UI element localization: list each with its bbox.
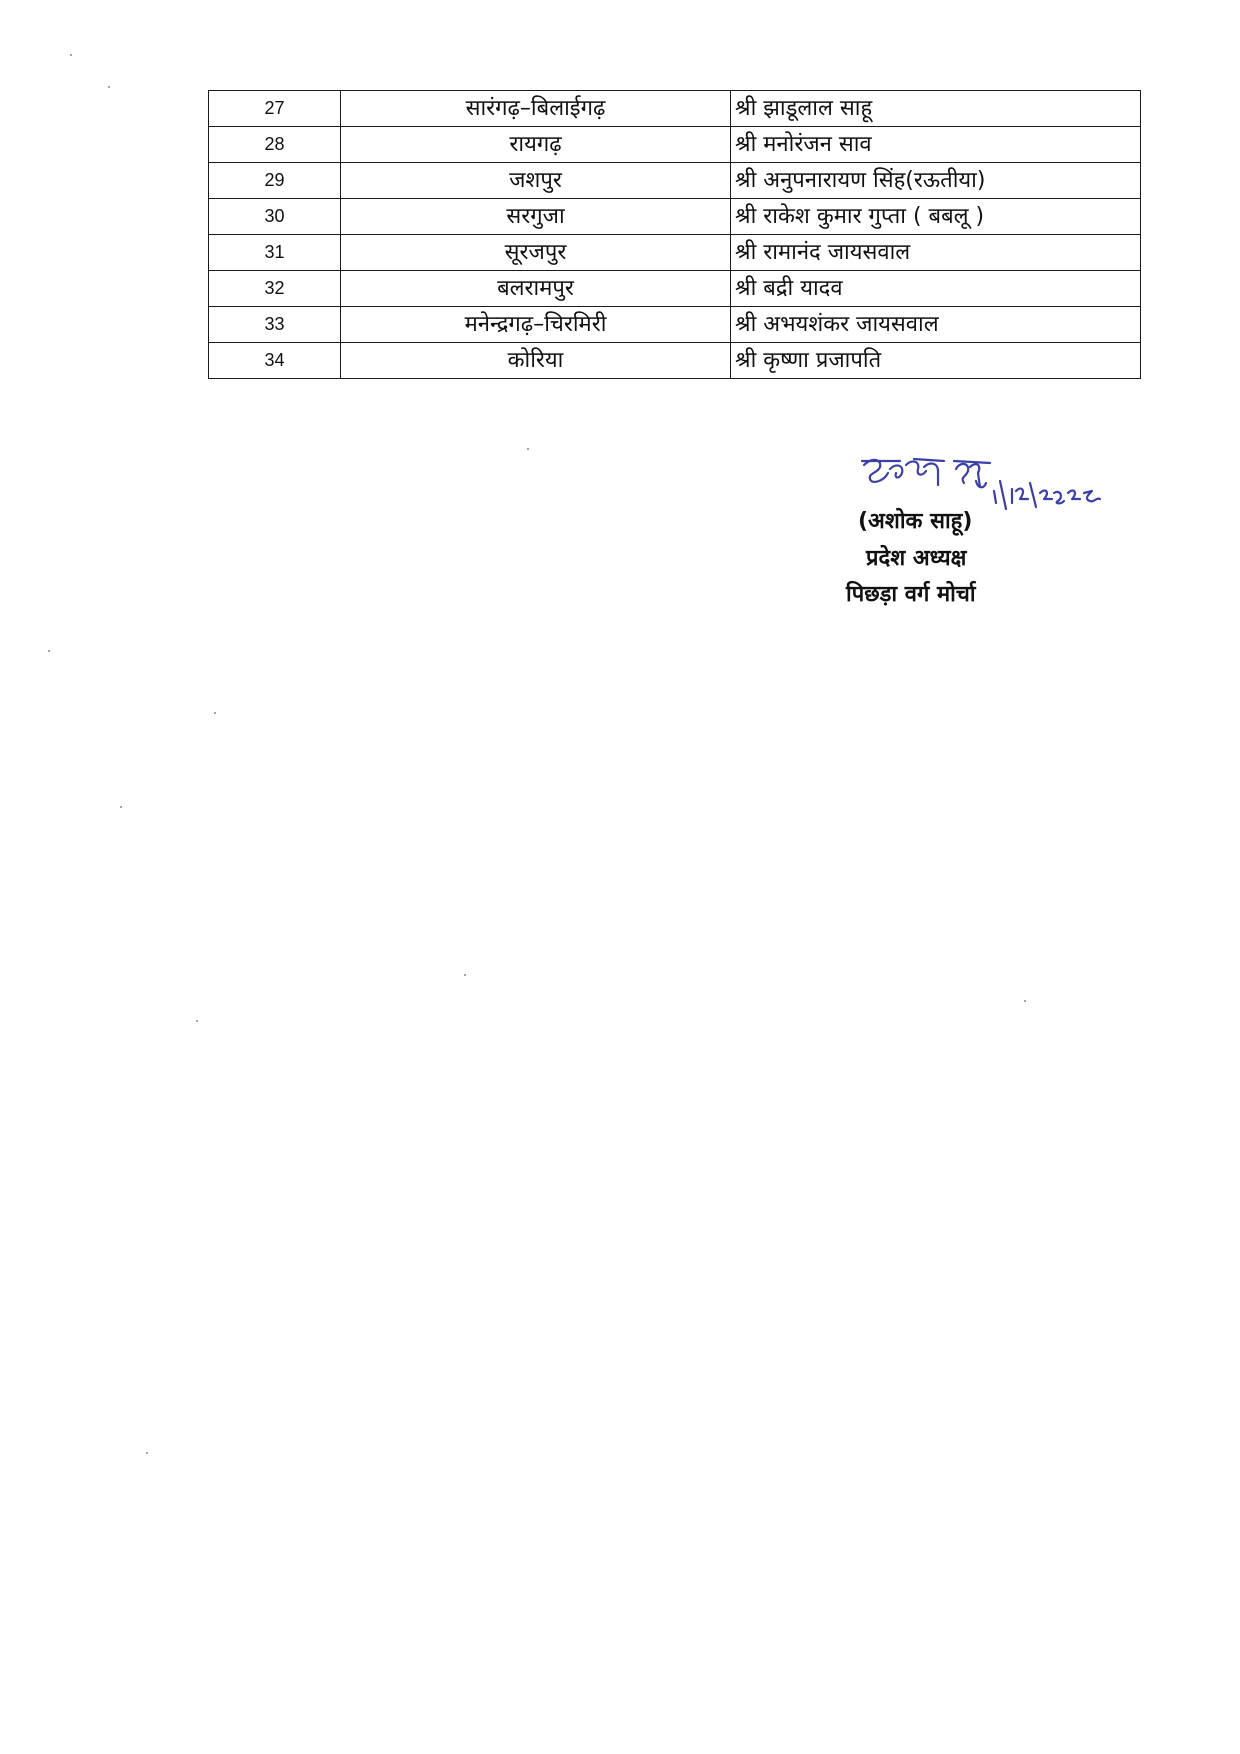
district-name: बलरामपुर xyxy=(341,271,731,307)
district-name: कोरिया xyxy=(341,343,731,379)
signatory-title: प्रदेश अध्यक्ष xyxy=(866,546,967,571)
person-name: श्री झाडूलाल साहू xyxy=(731,91,1141,127)
scan-speck xyxy=(196,1020,198,1022)
scan-speck xyxy=(464,974,466,976)
scan-speck xyxy=(108,86,110,88)
person-name: श्री मनोरंजन साव xyxy=(731,127,1141,163)
serial-number: 31 xyxy=(209,235,341,271)
signatory-organization: पिछड़ा वर्ग मोर्चा xyxy=(846,582,976,607)
scan-speck xyxy=(214,712,216,714)
scan-speck xyxy=(120,806,122,808)
table-row xyxy=(209,235,1141,271)
scan-speck xyxy=(70,54,72,56)
serial-number: 28 xyxy=(209,127,341,163)
district-name: सारंगढ़–बिलाईगढ़ xyxy=(341,91,731,127)
table-row xyxy=(209,199,1141,235)
table-row xyxy=(209,307,1141,343)
scan-speck xyxy=(527,448,529,450)
serial-number: 33 xyxy=(209,307,341,343)
district-name: मनेन्द्रगढ़–चिरमिरी xyxy=(341,307,731,343)
table-row xyxy=(209,271,1141,307)
table-row xyxy=(209,163,1141,199)
table-row xyxy=(209,127,1141,163)
district-name: जशपुर xyxy=(341,163,731,199)
table-row xyxy=(209,343,1141,379)
district-name: सरगुजा xyxy=(341,199,731,235)
serial-number: 30 xyxy=(209,199,341,235)
person-name: श्री रामानंद जायसवाल xyxy=(731,235,1141,271)
table-row xyxy=(209,91,1141,127)
serial-number: 32 xyxy=(209,271,341,307)
serial-number: 34 xyxy=(209,343,341,379)
scan-speck xyxy=(1024,1000,1026,1002)
office-bearers-table xyxy=(208,90,1141,379)
person-name: श्री अनुपनारायण सिंह(रऊतीया) xyxy=(731,163,1141,199)
district-name: सूरजपुर xyxy=(341,235,731,271)
person-name: श्री राकेश कुमार गुप्ता ( बबलू ) xyxy=(731,199,1141,235)
person-name: श्री अभयशंकर जायसवाल xyxy=(731,307,1141,343)
signatory-name: (अशोक साहू) xyxy=(858,509,973,534)
serial-number: 29 xyxy=(209,163,341,199)
person-name: श्री कृष्णा प्रजापति xyxy=(731,343,1141,379)
scan-speck xyxy=(146,1452,148,1454)
person-name: श्री बद्री यादव xyxy=(731,271,1141,307)
serial-number: 27 xyxy=(209,91,341,127)
scan-speck xyxy=(48,650,50,652)
district-name: रायगढ़ xyxy=(341,127,731,163)
